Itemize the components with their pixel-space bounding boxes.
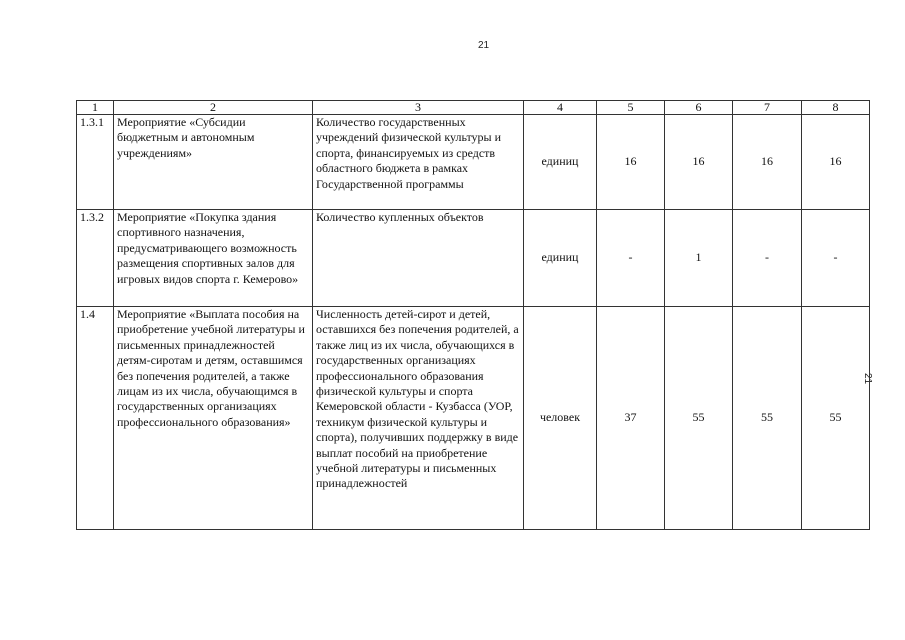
value-cell: 55: [802, 307, 870, 530]
header-cell: 5: [597, 101, 665, 115]
value-cell: -: [597, 210, 665, 307]
header-cell: 6: [665, 101, 733, 115]
event-name: Мероприятие «Покупка здания спортивного назначения, предусматривающего возможность размещения спортивных залов для игровых видов спорта г. Кемерово»: [114, 210, 313, 307]
page-number-top: 21: [478, 40, 490, 51]
value-cell: 55: [665, 307, 733, 530]
table-row: [77, 210, 870, 307]
table-row: [77, 115, 870, 210]
unit-cell: единиц: [524, 115, 597, 210]
value-cell: -: [733, 210, 802, 307]
value-cell: 16: [802, 115, 870, 210]
event-name: Мероприятие «Выплата пособия на приобретение учебной литературы и письменных принадлежностей детям-сиротам и детям, оставшимся без попечения родителей, а также лицам из их числа, обучающимся в государственных организациях профессионального образования»: [114, 307, 313, 530]
value-cell: 1: [665, 210, 733, 307]
header-cell: 4: [524, 101, 597, 115]
page-number-side: 21: [862, 373, 873, 385]
indicator-name: Количество купленных объектов: [313, 210, 524, 307]
row-number: 1.3.1: [77, 115, 114, 210]
indicator-name: Количество государственных учреждений физической культуры и спорта, финансируемых из средств областного бюджета в рамках Государственной программы: [313, 115, 524, 210]
value-cell: 16: [665, 115, 733, 210]
value-cell: 55: [733, 307, 802, 530]
header-cell: 1: [77, 101, 114, 115]
header-cell: 8: [802, 101, 870, 115]
header-cell: 7: [733, 101, 802, 115]
unit-cell: единиц: [524, 210, 597, 307]
value-cell: 37: [597, 307, 665, 530]
value-cell: -: [802, 210, 870, 307]
event-name: Мероприятие «Субсидии бюджетным и автономным учреждениям»: [114, 115, 313, 210]
row-number: 1.3.2: [77, 210, 114, 307]
table-header-row: [77, 101, 870, 115]
indicator-name: Численность детей-сирот и детей, оставшихся без попечения родителей, а также лиц из их числа, обучающихся в государственных организациях профессионального образования физической культуры и спорта Кемеровской области - Кузбасса (УОР, техникум физической культуры и спорта), получивших поддержку в виде выплат пособий на приобретение учебной литературы и письменных принадлежностей: [313, 307, 524, 530]
indicators-table: [76, 100, 870, 530]
table-row: [77, 307, 870, 530]
value-cell: 16: [733, 115, 802, 210]
unit-cell: человек: [524, 307, 597, 530]
value-cell: 16: [597, 115, 665, 210]
header-cell: 3: [313, 101, 524, 115]
header-cell: 2: [114, 101, 313, 115]
row-number: 1.4: [77, 307, 114, 530]
